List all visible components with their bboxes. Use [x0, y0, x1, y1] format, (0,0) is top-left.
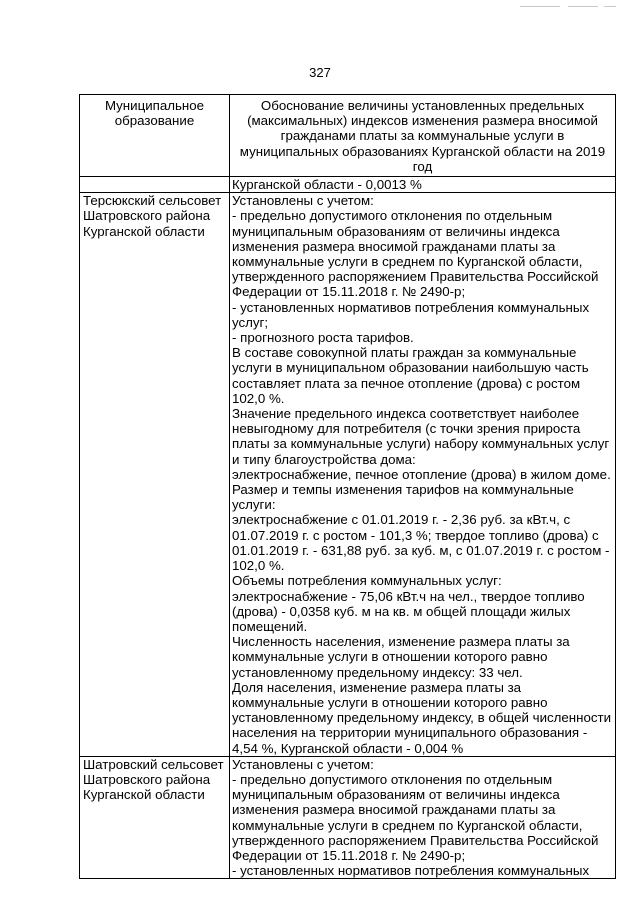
municipality-name: Терсюкский сельсовет Шатровского района Курганской области	[80, 193, 230, 757]
justification-cell	[230, 756, 616, 879]
justification-line: Размер и темпы изменения тарифов на коммунальные услуги:	[232, 482, 574, 513]
municipality-name: Шатровский сельсовет Шатровского района Курганской области	[80, 756, 230, 879]
table-row	[80, 756, 616, 879]
justification-line: Численность населения, изменение размера платы за коммунальные услуги в отношении которого равно установленному предельному индексу: 33 чел.	[232, 634, 570, 680]
justification-line: - установленных нормативов потребления коммунальных	[232, 863, 590, 879]
justification-cell	[230, 193, 616, 757]
justification-line: Объемы потребления коммунальных услуг:	[232, 573, 502, 589]
justification-line: Установлены с учетом:	[232, 756, 374, 772]
table-header-row	[80, 95, 616, 177]
scan-artifact	[520, 6, 560, 7]
scan-artifact	[568, 6, 598, 7]
justification-line: Доля населения, изменение размера платы за коммунальные услуги в отношении которого равно установленному предельному индексу, в общей численности населения на территории муниципального образования - 4,54 %, Курганской области - 0,004 %	[232, 679, 612, 756]
table-row	[80, 193, 616, 757]
scan-artifact	[604, 6, 616, 7]
justification-line: - предельно допустимого отклонения по отдельным муниципальным образованиям от величины индекса изменения размера вносимой гражданами платы за коммунальные услуги в среднем по Курганской области, утвержденного распоряжением Правительства Российской Федерации от 15.11.2018 г. № 2490-р;	[232, 208, 599, 300]
page-number: 327	[309, 65, 331, 80]
justification-line: В составе совокупной платы граждан за коммунальные услуги в муниципальном образовании наибольшую часть составляет плата за печное отопление (дрова) с ростом 102,0 %.	[232, 345, 589, 406]
header-municipality: Муниципальное образование	[80, 95, 230, 177]
justification-line: - прогнозного роста тарифов.	[232, 330, 414, 346]
justification-line: - установленных нормативов потребления коммунальных услуг;	[232, 299, 590, 330]
continuation-empty-cell	[80, 177, 230, 193]
justification-line: - предельно допустимого отклонения по отдельным муниципальным образованиям от величины индекса изменения размера вносимой гражданами платы за коммунальные услуги в среднем по Курганской области, утвержденного распоряжением Правительства Российской Федерации от 15.11.2018 г. № 2490-р;	[232, 771, 599, 863]
continuation-row	[80, 177, 616, 193]
justification-line: Установлены с учетом:	[232, 193, 374, 209]
header-justification: Обоснование величины установленных предельных (максимальных) индексов изменения размера вносимой гражданами платы за коммунальные услуги в муниципальных образованиях Курганской области на 2019 год	[230, 95, 616, 177]
justification-line: электроснабжение с 01.01.2019 г. - 2,36 руб. за кВт.ч, с 01.07.2019 г. с ростом - 101,3 %; твердое топливо (дрова) с 01.01.2019 г. - 631,88 руб. за куб. м, с 01.07.2019 г. с ростом - 102,0 %.	[232, 512, 610, 574]
continuation-text: Курганской области - 0,0013 %	[230, 177, 616, 193]
justification-table	[79, 94, 616, 879]
justification-line: Значение предельного индекса соответствует наиболее невыгодному для потребителя (с точки зрения прироста платы за коммунальные услуги) набору коммунальных услуг и типу благоустройства дома:	[232, 406, 610, 467]
justification-line: электроснабжение - 75,06 кВт.ч на чел., твердое топливо (дрова) - 0,0358 куб. м на кв. м общей площади жилых помещений.	[232, 588, 585, 634]
justification-line: электроснабжение, печное отопление (дрова) в жилом доме.	[232, 466, 611, 482]
